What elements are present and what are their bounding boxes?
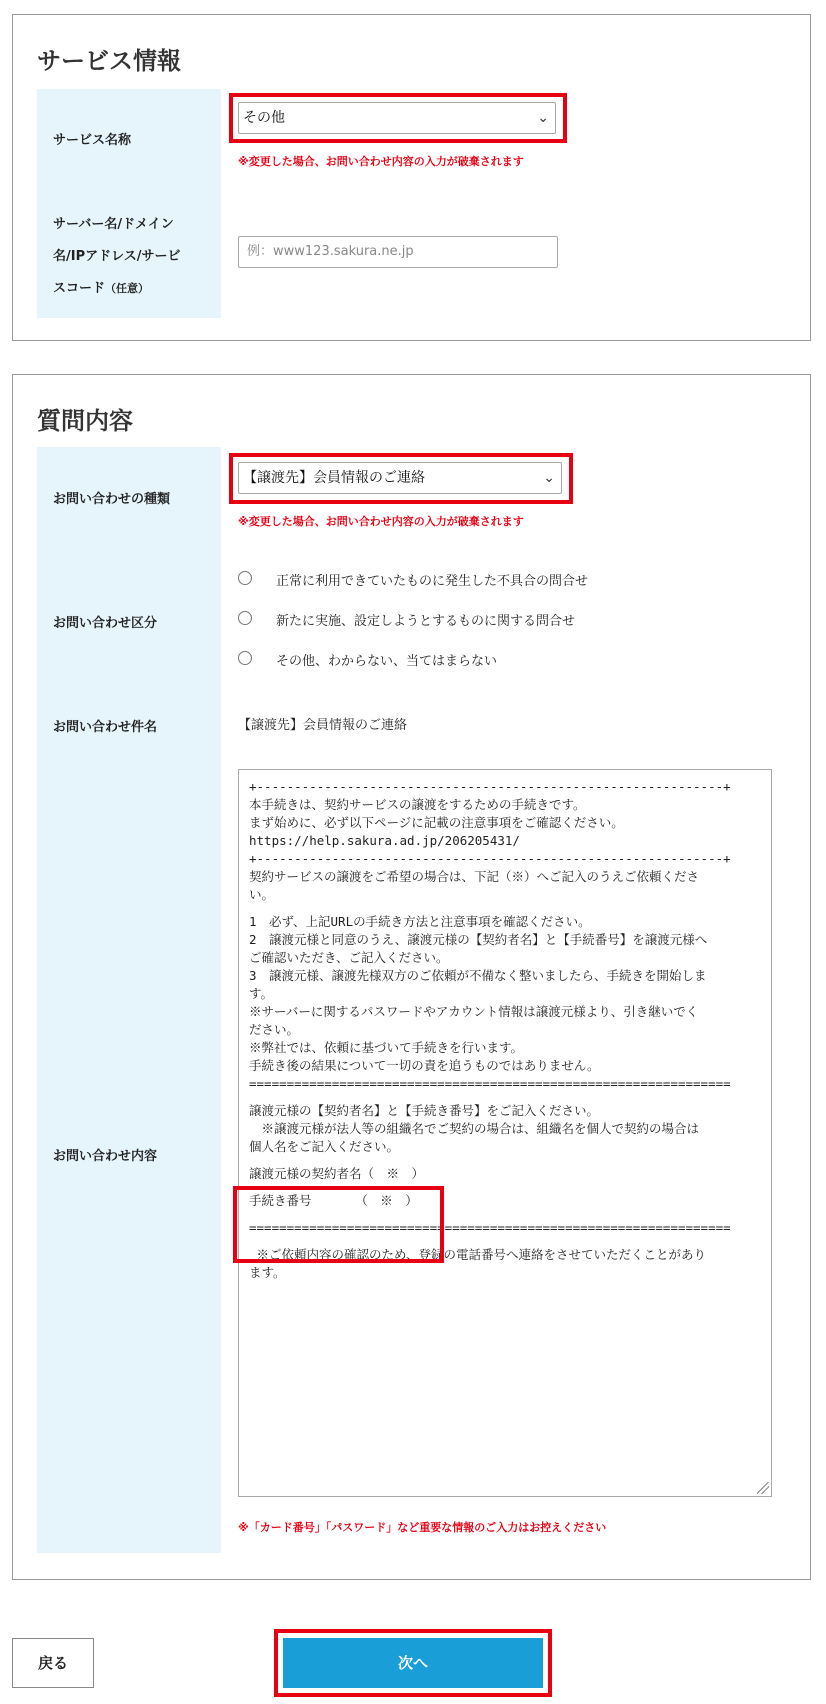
service-info-panel — [12, 14, 811, 341]
content-line: い。 — [249, 887, 275, 902]
chevron-down-icon: ⌄ — [543, 470, 555, 486]
content-line: す。 — [249, 986, 274, 1001]
content-line: 1 必ず、上記URLの手続き方法と注意事項を確認ください。 — [249, 914, 591, 929]
content-line: 2 譲渡元様と同意のうえ、譲渡元様の【契約者名】と【手続番号】を譲渡元様へ — [249, 932, 708, 947]
category-label: お問い合わせ区分 — [53, 616, 158, 631]
content-line: ================================================================ — [249, 1220, 731, 1235]
content-line: 譲渡元様の契約者名（ ※ ） — [249, 1166, 425, 1181]
resize-handle[interactable] — [757, 1482, 769, 1494]
content-line — [249, 1156, 761, 1165]
content-warning: ※「カード番号」「パスワード」など重要な情報のご入力はお控えください — [238, 1521, 607, 1534]
content-line: 個人名をご記入ください。 — [249, 1139, 400, 1154]
type-label: お問い合わせの種類 — [53, 492, 171, 507]
content-line: 譲渡元様の【契約者名】と【手続き番号】をご記入ください。 — [249, 1103, 600, 1118]
content-label: お問い合わせ内容 — [53, 1149, 158, 1164]
type-select[interactable]: 【譲渡先】会員情報のご連絡 ⌄ — [238, 462, 562, 494]
content-line: +--------------------------------------------------------------+ — [249, 779, 731, 794]
server-name-input[interactable]: 例：www123.sakura.ne.jp — [238, 236, 558, 268]
content-line: ※ご依頼内容の確認のため、登録の電話番号へ連絡をさせていただくことがあり — [249, 1247, 707, 1262]
subject-label: お問い合わせ件名 — [53, 720, 158, 735]
subject-value: 【譲渡先】会員情報のご連絡 — [238, 718, 408, 733]
content-line: ================================================================ — [249, 1076, 731, 1091]
content-line — [249, 1093, 761, 1102]
content-line: ※サーバーに関するパスワードやアカウント情報は譲渡元様より、引き継いでく — [249, 1004, 699, 1019]
service-info-title: サービス情報 — [37, 47, 181, 75]
content-line: ※弊社では、依頼に基づいて手続きを行います。 — [249, 1040, 524, 1055]
chevron-down-icon: ⌄ — [537, 110, 549, 126]
content-line: まず始めに、必ず以下ページに記載の注意事項をご確認ください。 — [249, 815, 624, 830]
content-line: +--------------------------------------------------------------+ — [249, 851, 731, 866]
service-name-select[interactable]: その他 ⌄ — [238, 102, 556, 134]
contract-info-highlight — [233, 1186, 444, 1263]
content-line: ※譲渡元様が法人等の組織名でご契約の場合は、組織名を個人で契約の場合は — [249, 1121, 700, 1136]
content-line: ご確認いただき、ご記入ください。 — [249, 950, 449, 965]
radio-button[interactable] — [238, 611, 252, 625]
radio-button[interactable] — [238, 571, 252, 585]
service-change-warning: ※変更した場合、お問い合わせ内容の入力が破棄されます — [238, 155, 524, 168]
content-line: 本手続きは、契約サービスの譲渡をするための手続きです。 — [249, 797, 586, 812]
back-button[interactable]: 戻る — [12, 1638, 94, 1688]
content-textarea[interactable] — [238, 769, 772, 1497]
next-button[interactable]: 次へ — [283, 1638, 543, 1688]
content-line — [249, 904, 761, 913]
content-line: 3 譲渡元様、譲渡先様双方のご依頼が不備なく整いましたら、手続きを開始しま — [249, 968, 707, 983]
type-change-warning: ※変更した場合、お問い合わせ内容の入力が破棄されます — [238, 515, 524, 528]
content-line: 手続き後の結果について一切の責を追うものではありません。 — [249, 1058, 600, 1073]
content-line: 契約サービスの譲渡をご希望の場合は、下記（※）へご記入のうえご依頼くださ — [249, 869, 700, 884]
content-line: 手続き番号 （ ※ ） — [249, 1193, 418, 1208]
server-name-label: サーバー名/ドメイン 名/IPアドレス/サービ スコード（任意） — [53, 217, 181, 296]
service-name-label: サービス名称 — [53, 133, 132, 148]
content-line: https://help.sakura.ad.jp/206205431/ — [249, 833, 520, 848]
content-line: ます。 — [249, 1265, 286, 1280]
question-title: 質問内容 — [37, 407, 133, 435]
content-line: ださい。 — [249, 1022, 300, 1037]
radio-button[interactable] — [238, 651, 252, 665]
